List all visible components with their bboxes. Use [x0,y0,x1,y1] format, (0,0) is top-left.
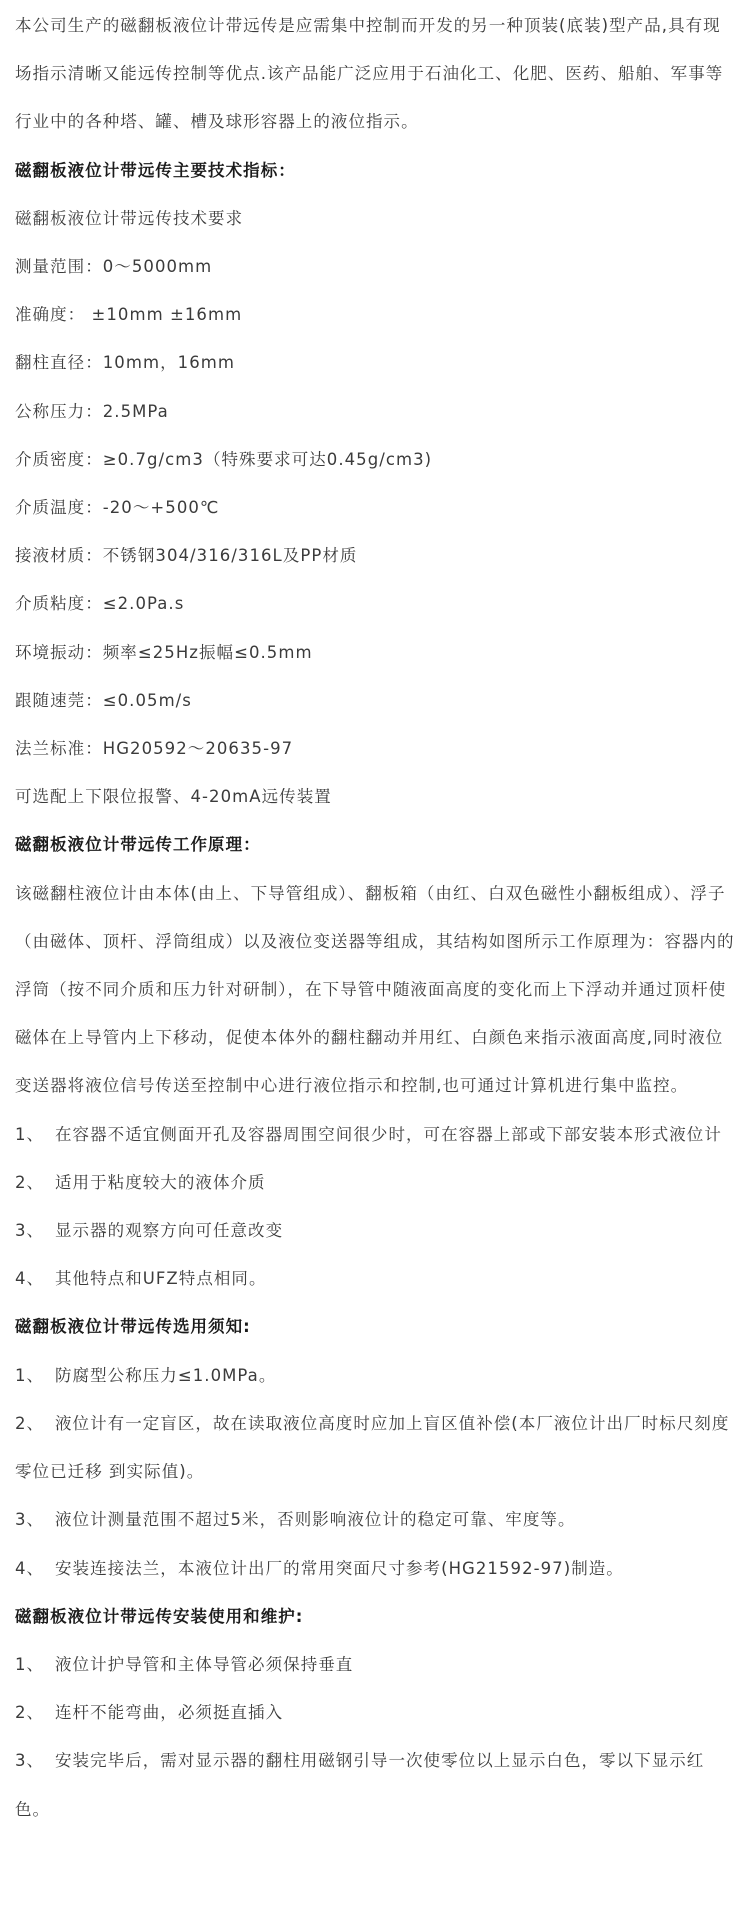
install-item [15,1689,736,1737]
principle-item [15,1255,736,1303]
selection-item [15,1545,736,1593]
article [0,2,750,1834]
item-number: 3、 [15,1751,45,1771]
item-text: 液位计有一定盲区，故在读取液位高度时应加上盲区值补偿(本厂液位计出厂时标尺刻度零位已迁移 到实际值)。 [15,1413,730,1482]
spec-item: 接液材质：不锈钢304/316/316L及PP材质 [15,546,358,566]
install-item [15,1737,736,1833]
item-number: 3、 [15,1510,45,1530]
item-number: 1、 [15,1365,45,1385]
spec-item: 测量范围：0～5000mm [15,257,213,277]
item-text: 液位计护导管和主体导管必须保持垂直 [55,1654,354,1674]
spec-item: 介质密度：≥0.7g/cm3（特殊要求可达0.45g/cm3) [15,449,433,469]
item-text: 显示器的观察方向可任意改变 [55,1221,284,1241]
item-number: 4、 [15,1269,45,1289]
item-number: 4、 [15,1558,45,1578]
item-number: 2、 [15,1172,45,1192]
item-text: 安装完毕后，需对显示器的翻柱用磁钢引导一次使零位以上显示白色，零以下显示红色。 [15,1751,705,1819]
spec-item: 介质粘度：≤2.0Pa.s [15,594,185,614]
intro-paragraph: 本公司生产的磁翻板液位计带远传是应需集中控制而开发的另一种顶装(底装)型产品,具有现场指示清晰又能远传控制等优点.该产品能广泛应用于石油化工、化肥、医药、船舶、军事等行业中的各种塔、罐、槽及球形容器上的液位指示。 [15,16,724,132]
spec-item: 可选配上下限位报警、4-20mA远传装置 [15,787,332,807]
item-text: 其他特点和UFZ特点相同。 [55,1269,267,1289]
item-number: 3、 [15,1221,45,1241]
principle-heading: 磁翻板液位计带远传工作原理： [15,835,261,855]
item-text: 适用于粘度较大的液体介质 [55,1172,266,1192]
selection-item [15,1496,736,1544]
principle-item [15,1207,736,1255]
principle-paragraph: 该磁翻柱液位计由本体(由上、下导管组成）、翻板箱（由红、白双色磁性小翻板组成）、浮子（由磁体、顶杆、浮筒组成）以及液位变送器等组成，其结构如图所示工作原理为：容器内的浮筒（按不同介质和压力针对研制），在下导管中随液面高度的变化而上下浮动并通过顶杆使磁体在上导管内上下移动，促使本体外的翻柱翻动并用红、白颜色来指示液面高度,同时液位变送器将液位信号传送至控制中心进行液位指示和控制,也可通过计算机进行集中监控。 [15,883,735,1096]
item-text: 连杆不能弯曲，必须挺直插入 [55,1703,284,1723]
spec-item: 跟随速莞：≤0.05m/s [15,690,192,710]
item-text: 防腐型公称压力≤1.0MPa。 [55,1365,277,1385]
specs-heading: 磁翻板液位计带远传主要技术指标： [15,160,296,180]
item-text: 液位计测量范围不超过5米，否则影响液位计的稳定可靠、牢度等。 [55,1510,576,1530]
spec-item: 磁翻板液位计带远传技术要求 [15,208,244,228]
selection-heading: 磁翻板液位计带远传选用须知: [15,1317,251,1337]
item-number: 2、 [15,1703,45,1723]
item-number: 1、 [15,1124,45,1144]
principle-item [15,1159,736,1207]
item-number: 1、 [15,1654,45,1674]
spec-item: 介质温度：-20～+500℃ [15,498,220,518]
spec-item: 翻柱直径：10mm，16mm [15,353,235,373]
principle-item [15,1111,736,1159]
spec-item: 公称压力：2.5MPa [15,401,169,421]
selection-item [15,1400,736,1496]
selection-item [15,1352,736,1400]
item-text: 在容器不适宜侧面开孔及容器周围空间很少时，可在容器上部或下部安装本形式液位计 [55,1124,722,1144]
spec-item: 环境振动：频率≤25Hz振幅≤0.5mm [15,642,313,662]
spec-item: 准确度： ±10mm ±16mm [15,305,243,325]
install-item [15,1641,736,1689]
item-text: 安装连接法兰，本液位计出厂的常用突面尺寸参考(HG21592-97)制造。 [55,1558,624,1578]
item-number: 2、 [15,1413,45,1433]
spec-item: 法兰标准：HG20592～20635-97 [15,739,294,759]
install-heading: 磁翻板液位计带远传安装使用和维护: [15,1606,304,1626]
